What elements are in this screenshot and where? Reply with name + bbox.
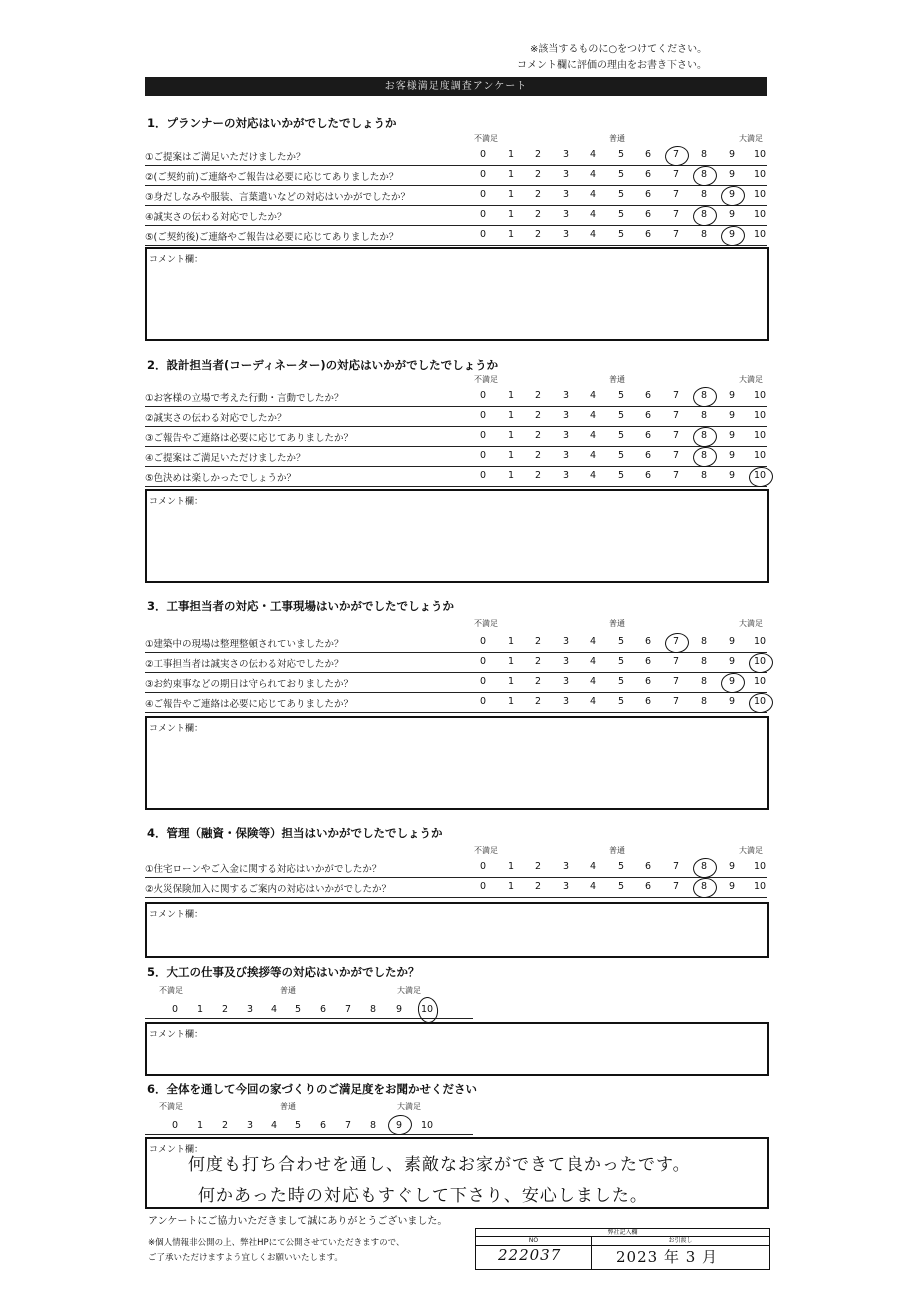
score-option[interactable]: 6 (644, 390, 652, 401)
handwritten-comment-line: 何度も打ち合わせを通し、素敵なお家ができて良かったです。 (188, 1155, 691, 1175)
score-option[interactable]: 7 (672, 229, 680, 240)
score-option[interactable]: 6 (644, 470, 652, 481)
score-option[interactable]: 2 (534, 410, 542, 421)
score-option[interactable]: 3 (562, 189, 570, 200)
score-option[interactable]: 10 (753, 410, 767, 421)
comment-box[interactable] (145, 489, 769, 583)
score-option[interactable]: 3 (562, 696, 570, 707)
comment-box[interactable] (145, 247, 769, 341)
score-option[interactable]: 5 (617, 881, 625, 892)
score-option[interactable]: 7 (344, 1004, 352, 1015)
comment-label: コメント欄： (149, 724, 204, 734)
selected-score-circle (416, 996, 439, 1025)
score-option[interactable]: 1 (507, 149, 515, 160)
score-option[interactable]: 4 (589, 189, 597, 200)
score-option[interactable]: 8 (700, 229, 708, 240)
question-text: ①住宅ローンやご入金に関する対応はいかがでしたか？ (145, 864, 382, 875)
score-option[interactable]: 7 (672, 861, 680, 872)
score-option[interactable]: 4 (589, 390, 597, 401)
comment-label: コメント欄： (149, 255, 204, 265)
score-option[interactable]: 5 (617, 696, 625, 707)
score-option[interactable]: 1 (507, 636, 515, 647)
score-option[interactable]: 7 (672, 636, 680, 647)
scale-high-label: 大満足 (739, 846, 763, 855)
score-option[interactable]: 10 (753, 209, 767, 220)
score-option[interactable]: 5 (617, 861, 625, 872)
score-option[interactable]: 5 (617, 189, 625, 200)
score-option[interactable]: 7 (672, 450, 680, 461)
score-option[interactable]: 3 (562, 430, 570, 441)
scale-high-label: 大満足 (397, 986, 421, 995)
scale-high-label: 大満足 (739, 134, 763, 143)
score-option[interactable]: 4 (589, 861, 597, 872)
score-option[interactable]: 1 (507, 410, 515, 421)
score-option[interactable]: 1 (507, 676, 515, 687)
score-option[interactable]: 8 (700, 450, 708, 461)
score-option[interactable]: 2 (534, 209, 542, 220)
score-option[interactable]: 1 (507, 470, 515, 481)
score-option[interactable]: 9 (728, 149, 736, 160)
score-option[interactable]: 3 (562, 169, 570, 180)
score-option[interactable]: 5 (617, 676, 625, 687)
scale-low-label: 不満足 (474, 619, 498, 628)
score-option[interactable]: 4 (589, 450, 597, 461)
question-text: ⑤(ご契約後)ご連絡やご報告は必要に応じてありましたか？ (145, 232, 399, 243)
score-option[interactable]: 10 (753, 390, 767, 401)
score-option[interactable]: 2 (221, 1120, 229, 1131)
score-option[interactable]: 3 (562, 229, 570, 240)
form-title-bar: お客様満足度調査アンケート (145, 77, 767, 96)
score-option[interactable]: 4 (589, 696, 597, 707)
score-option[interactable]: 4 (589, 881, 597, 892)
score-option[interactable]: 10 (753, 861, 767, 872)
score-option[interactable]: 0 (479, 390, 487, 401)
score-option[interactable]: 5 (294, 1004, 302, 1015)
score-option[interactable]: 3 (562, 149, 570, 160)
office-use-header: 弊社記入欄 (476, 1229, 769, 1237)
score-option[interactable]: 3 (562, 676, 570, 687)
no-label: NO (476, 1237, 591, 1246)
comment-label: コメント欄： (149, 1145, 204, 1155)
score-option[interactable]: 7 (672, 881, 680, 892)
score-option[interactable]: 3 (562, 656, 570, 667)
score-option[interactable]: 2 (534, 450, 542, 461)
score-option[interactable]: 4 (589, 169, 597, 180)
score-option[interactable]: 2 (221, 1004, 229, 1015)
score-option[interactable]: 9 (728, 169, 736, 180)
score-option[interactable]: 1 (507, 696, 515, 707)
score-option[interactable]: 4 (270, 1120, 278, 1131)
score-option[interactable]: 10 (420, 1004, 434, 1015)
score-option[interactable]: 9 (728, 229, 736, 240)
score-option[interactable]: 7 (344, 1120, 352, 1131)
score-option[interactable]: 5 (617, 229, 625, 240)
score-option[interactable]: 7 (672, 696, 680, 707)
score-option[interactable]: 10 (753, 881, 767, 892)
scale-low-label: 不満足 (159, 1102, 183, 1111)
score-option[interactable]: 2 (534, 430, 542, 441)
score-option[interactable]: 8 (700, 881, 708, 892)
score-option[interactable]: 5 (617, 470, 625, 481)
score-option[interactable]: 3 (562, 470, 570, 481)
score-option[interactable]: 0 (479, 430, 487, 441)
comment-label: コメント欄： (149, 497, 204, 507)
question-text: ①お客様の立場で考えた行動・言動でしたか？ (145, 393, 344, 404)
score-option[interactable]: 8 (700, 696, 708, 707)
comment-box[interactable] (145, 1022, 769, 1076)
score-option[interactable]: 0 (479, 450, 487, 461)
score-option[interactable]: 6 (644, 861, 652, 872)
score-option[interactable]: 3 (562, 450, 570, 461)
section-title: 4．管理（融資・保険等）担当はいかがでしたでしょうか (147, 826, 443, 840)
question-text: ③ご報告やご連絡は必要に応じてありましたか？ (145, 433, 354, 444)
score-option[interactable]: 6 (644, 656, 652, 667)
score-option[interactable]: 4 (589, 229, 597, 240)
section-title: 6．全体を通して今回の家づくりのご満足度をお聞かせください (147, 1082, 477, 1096)
question-text: ①ご提案はご満足いただけましたか？ (145, 152, 306, 163)
score-option[interactable]: 7 (672, 390, 680, 401)
score-option[interactable]: 5 (617, 169, 625, 180)
score-option[interactable]: 0 (479, 169, 487, 180)
score-option[interactable]: 1 (507, 229, 515, 240)
score-option[interactable]: 1 (507, 189, 515, 200)
question-text: ②(ご契約前)ご連絡やご報告は必要に応じてありましたか？ (145, 172, 399, 183)
score-option[interactable]: 1 (507, 450, 515, 461)
score-option[interactable]: 7 (672, 209, 680, 220)
score-option[interactable]: 4 (270, 1004, 278, 1015)
question-text: ①建築中の現場は整理整頓されていましたか？ (145, 639, 344, 650)
score-option[interactable]: 6 (644, 676, 652, 687)
scale-mid-label: 普通 (609, 134, 625, 143)
handover-date-value: 2023 年 3 月 (616, 1248, 719, 1266)
comment-label: コメント欄： (149, 1030, 204, 1040)
score-option[interactable]: 4 (589, 636, 597, 647)
question-text: ⑤色決めは楽しかったでしょうか？ (145, 473, 297, 484)
score-option[interactable]: 0 (479, 636, 487, 647)
score-option[interactable]: 2 (534, 881, 542, 892)
score-option[interactable]: 9 (728, 861, 736, 872)
score-option[interactable]: 0 (479, 209, 487, 220)
score-option[interactable]: 10 (753, 636, 767, 647)
score-option[interactable]: 0 (479, 229, 487, 240)
score-option[interactable]: 2 (534, 861, 542, 872)
score-option[interactable]: 7 (672, 410, 680, 421)
scale-high-label: 大満足 (739, 375, 763, 384)
score-option[interactable]: 4 (589, 470, 597, 481)
score-option[interactable]: 10 (753, 470, 767, 481)
score-option[interactable]: 8 (700, 410, 708, 421)
score-option[interactable]: 4 (589, 656, 597, 667)
handover-label: お引渡し (592, 1237, 769, 1246)
instruction-line-1: ※該当するものに○をつけてください。 (530, 44, 708, 55)
scale-low-label: 不満足 (474, 134, 498, 143)
score-option[interactable]: 0 (479, 149, 487, 160)
score-option[interactable]: 10 (753, 676, 767, 687)
score-option[interactable]: 1 (507, 169, 515, 180)
score-option[interactable]: 2 (534, 390, 542, 401)
score-option[interactable]: 8 (700, 390, 708, 401)
scale-low-label: 不満足 (474, 375, 498, 384)
score-option[interactable]: 2 (534, 696, 542, 707)
score-option[interactable]: 6 (644, 636, 652, 647)
score-option[interactable]: 9 (728, 390, 736, 401)
score-option[interactable]: 0 (479, 656, 487, 667)
score-option[interactable]: 9 (728, 410, 736, 421)
score-option[interactable]: 6 (644, 881, 652, 892)
score-option[interactable]: 4 (589, 410, 597, 421)
score-option[interactable]: 7 (672, 189, 680, 200)
score-option[interactable]: 9 (728, 450, 736, 461)
section-title: 2．設計担当者(コーディネーター)の対応はいかがでしたでしょうか (147, 358, 499, 372)
score-option[interactable]: 1 (196, 1120, 204, 1131)
score-option[interactable]: 8 (700, 430, 708, 441)
score-option[interactable]: 2 (534, 656, 542, 667)
score-option[interactable]: 1 (507, 861, 515, 872)
score-option[interactable]: 10 (753, 189, 767, 200)
score-option[interactable]: 10 (753, 450, 767, 461)
score-option[interactable]: 10 (753, 430, 767, 441)
question-text: ③お約束事などの期日は守られておりましたか？ (145, 679, 354, 690)
score-option[interactable]: 4 (589, 676, 597, 687)
scale-mid-label: 普通 (280, 986, 296, 995)
scale-mid-label: 普通 (609, 846, 625, 855)
question-text: ②工事担当者は誠実さの伝わる対応でしたか？ (145, 659, 344, 670)
score-option[interactable]: 9 (395, 1004, 403, 1015)
score-option[interactable]: 8 (700, 676, 708, 687)
score-option[interactable]: 8 (369, 1120, 377, 1131)
score-option[interactable]: 0 (479, 189, 487, 200)
score-option[interactable]: 2 (534, 229, 542, 240)
section-title: 3．工事担当者の対応・工事現場はいかがでしたでしょうか (147, 599, 454, 613)
score-option[interactable]: 7 (672, 149, 680, 160)
score-option[interactable]: 9 (728, 656, 736, 667)
score-option[interactable]: 2 (534, 636, 542, 647)
score-option[interactable]: 8 (700, 636, 708, 647)
score-option[interactable]: 6 (644, 209, 652, 220)
score-option[interactable]: 10 (753, 149, 767, 160)
score-option[interactable]: 10 (753, 169, 767, 180)
scale-mid-label: 普通 (280, 1102, 296, 1111)
score-option[interactable]: 0 (171, 1004, 179, 1015)
score-option[interactable]: 8 (700, 149, 708, 160)
score-option[interactable]: 1 (507, 390, 515, 401)
score-option[interactable]: 2 (534, 470, 542, 481)
score-option[interactable]: 7 (672, 470, 680, 481)
score-option[interactable]: 7 (672, 656, 680, 667)
scale-mid-label: 普通 (609, 619, 625, 628)
score-option[interactable]: 10 (753, 229, 767, 240)
score-option[interactable]: 8 (700, 861, 708, 872)
score-option[interactable]: 0 (479, 676, 487, 687)
score-option[interactable]: 5 (617, 410, 625, 421)
score-option[interactable]: 0 (479, 696, 487, 707)
score-option[interactable]: 2 (534, 169, 542, 180)
score-option[interactable]: 7 (672, 676, 680, 687)
score-option[interactable]: 6 (644, 149, 652, 160)
score-option[interactable]: 8 (700, 169, 708, 180)
scale-low-label: 不満足 (159, 986, 183, 995)
comment-box[interactable] (145, 902, 769, 958)
score-option[interactable]: 10 (420, 1120, 434, 1131)
score-option[interactable]: 5 (617, 656, 625, 667)
score-option[interactable]: 5 (617, 450, 625, 461)
section-title: 5．大工の仕事及び挨拶等の対応はいかがでしたか？ (147, 965, 420, 979)
score-option[interactable]: 3 (562, 636, 570, 647)
score-option[interactable]: 5 (617, 390, 625, 401)
score-option[interactable]: 6 (319, 1004, 327, 1015)
score-option[interactable]: 9 (728, 470, 736, 481)
score-option[interactable]: 4 (589, 209, 597, 220)
question-text: ③身だしなみや服装、言葉遣いなどの対応はいかがでしたか？ (145, 192, 411, 203)
score-option[interactable]: 3 (562, 410, 570, 421)
score-option[interactable]: 10 (753, 656, 767, 667)
score-option[interactable]: 0 (479, 881, 487, 892)
score-option[interactable]: 7 (672, 430, 680, 441)
score-option[interactable]: 8 (369, 1004, 377, 1015)
score-option[interactable]: 6 (644, 430, 652, 441)
score-option[interactable]: 8 (700, 189, 708, 200)
question-text: ④ご提案はご満足いただけましたか？ (145, 453, 306, 464)
score-option[interactable]: 10 (753, 696, 767, 707)
score-option[interactable]: 8 (700, 656, 708, 667)
score-option[interactable]: 4 (589, 149, 597, 160)
score-option[interactable]: 0 (171, 1120, 179, 1131)
score-option[interactable]: 5 (617, 636, 625, 647)
score-option[interactable]: 9 (728, 696, 736, 707)
scale-low-label: 不満足 (474, 846, 498, 855)
score-option[interactable]: 2 (534, 676, 542, 687)
score-option[interactable]: 0 (479, 470, 487, 481)
score-option[interactable]: 4 (589, 430, 597, 441)
score-option[interactable]: 5 (617, 430, 625, 441)
score-option[interactable]: 1 (507, 656, 515, 667)
thanks-text: アンケートにご協力いただきまして誠にありがとうございました。 (148, 1216, 448, 1227)
privacy-note-1: ※個人情報非公開の上、弊社HPにて公開させていただきますので、 (148, 1238, 405, 1248)
score-option[interactable]: 3 (246, 1120, 254, 1131)
score-option[interactable]: 3 (562, 861, 570, 872)
score-option[interactable]: 3 (246, 1004, 254, 1015)
comment-label: コメント欄： (149, 910, 204, 920)
question-text: ②火災保険加入に関するご案内の対応はいかがでしたか？ (145, 884, 392, 895)
score-option[interactable]: 5 (617, 149, 625, 160)
office-use-box (475, 1228, 770, 1270)
handwritten-comment-line: 何かあった時の対応もすぐして下さり、安心しました。 (198, 1186, 648, 1206)
score-option[interactable]: 1 (196, 1004, 204, 1015)
score-option[interactable]: 9 (728, 209, 736, 220)
privacy-note-2: ご了承いただけますよう宜しくお願いいたします。 (148, 1253, 343, 1263)
section-title: 1．プランナーの対応はいかがでしたでしょうか (147, 116, 397, 130)
score-option[interactable]: 8 (700, 470, 708, 481)
score-option[interactable]: 3 (562, 209, 570, 220)
score-option[interactable]: 1 (507, 430, 515, 441)
comment-box[interactable] (145, 716, 769, 810)
score-option[interactable]: 9 (728, 189, 736, 200)
no-value: 222037 (498, 1246, 562, 1264)
question-text: ④誠実さの伝わる対応でしたか？ (145, 212, 287, 223)
score-option[interactable]: 2 (534, 149, 542, 160)
score-option[interactable]: 2 (534, 189, 542, 200)
score-option[interactable]: 0 (479, 861, 487, 872)
score-option[interactable]: 6 (644, 189, 652, 200)
score-option[interactable]: 9 (728, 636, 736, 647)
score-option[interactable]: 8 (700, 209, 708, 220)
score-underline (145, 1134, 473, 1135)
office-divider (591, 1237, 592, 1269)
score-option[interactable]: 9 (395, 1120, 403, 1131)
score-option[interactable]: 7 (672, 169, 680, 180)
score-option[interactable]: 3 (562, 881, 570, 892)
score-option[interactable]: 6 (319, 1120, 327, 1131)
score-option[interactable]: 5 (617, 209, 625, 220)
score-option[interactable]: 6 (644, 410, 652, 421)
score-option[interactable]: 1 (507, 209, 515, 220)
score-option[interactable]: 5 (294, 1120, 302, 1131)
score-option[interactable]: 9 (728, 881, 736, 892)
instruction-line-2: コメント欄に評価の理由をお書き下さい。 (517, 60, 707, 71)
score-option[interactable]: 9 (728, 430, 736, 441)
score-option[interactable]: 9 (728, 676, 736, 687)
question-text: ②誠実さの伝わる対応でしたか？ (145, 413, 287, 424)
score-option[interactable]: 0 (479, 410, 487, 421)
scale-mid-label: 普通 (609, 375, 625, 384)
score-option[interactable]: 6 (644, 169, 652, 180)
score-option[interactable]: 1 (507, 881, 515, 892)
score-option[interactable]: 6 (644, 450, 652, 461)
scale-high-label: 大満足 (739, 619, 763, 628)
score-option[interactable]: 3 (562, 390, 570, 401)
score-option[interactable]: 6 (644, 696, 652, 707)
scale-high-label: 大満足 (397, 1102, 421, 1111)
question-text: ④ご報告やご連絡は必要に応じてありましたか？ (145, 699, 354, 710)
score-option[interactable]: 6 (644, 229, 652, 240)
